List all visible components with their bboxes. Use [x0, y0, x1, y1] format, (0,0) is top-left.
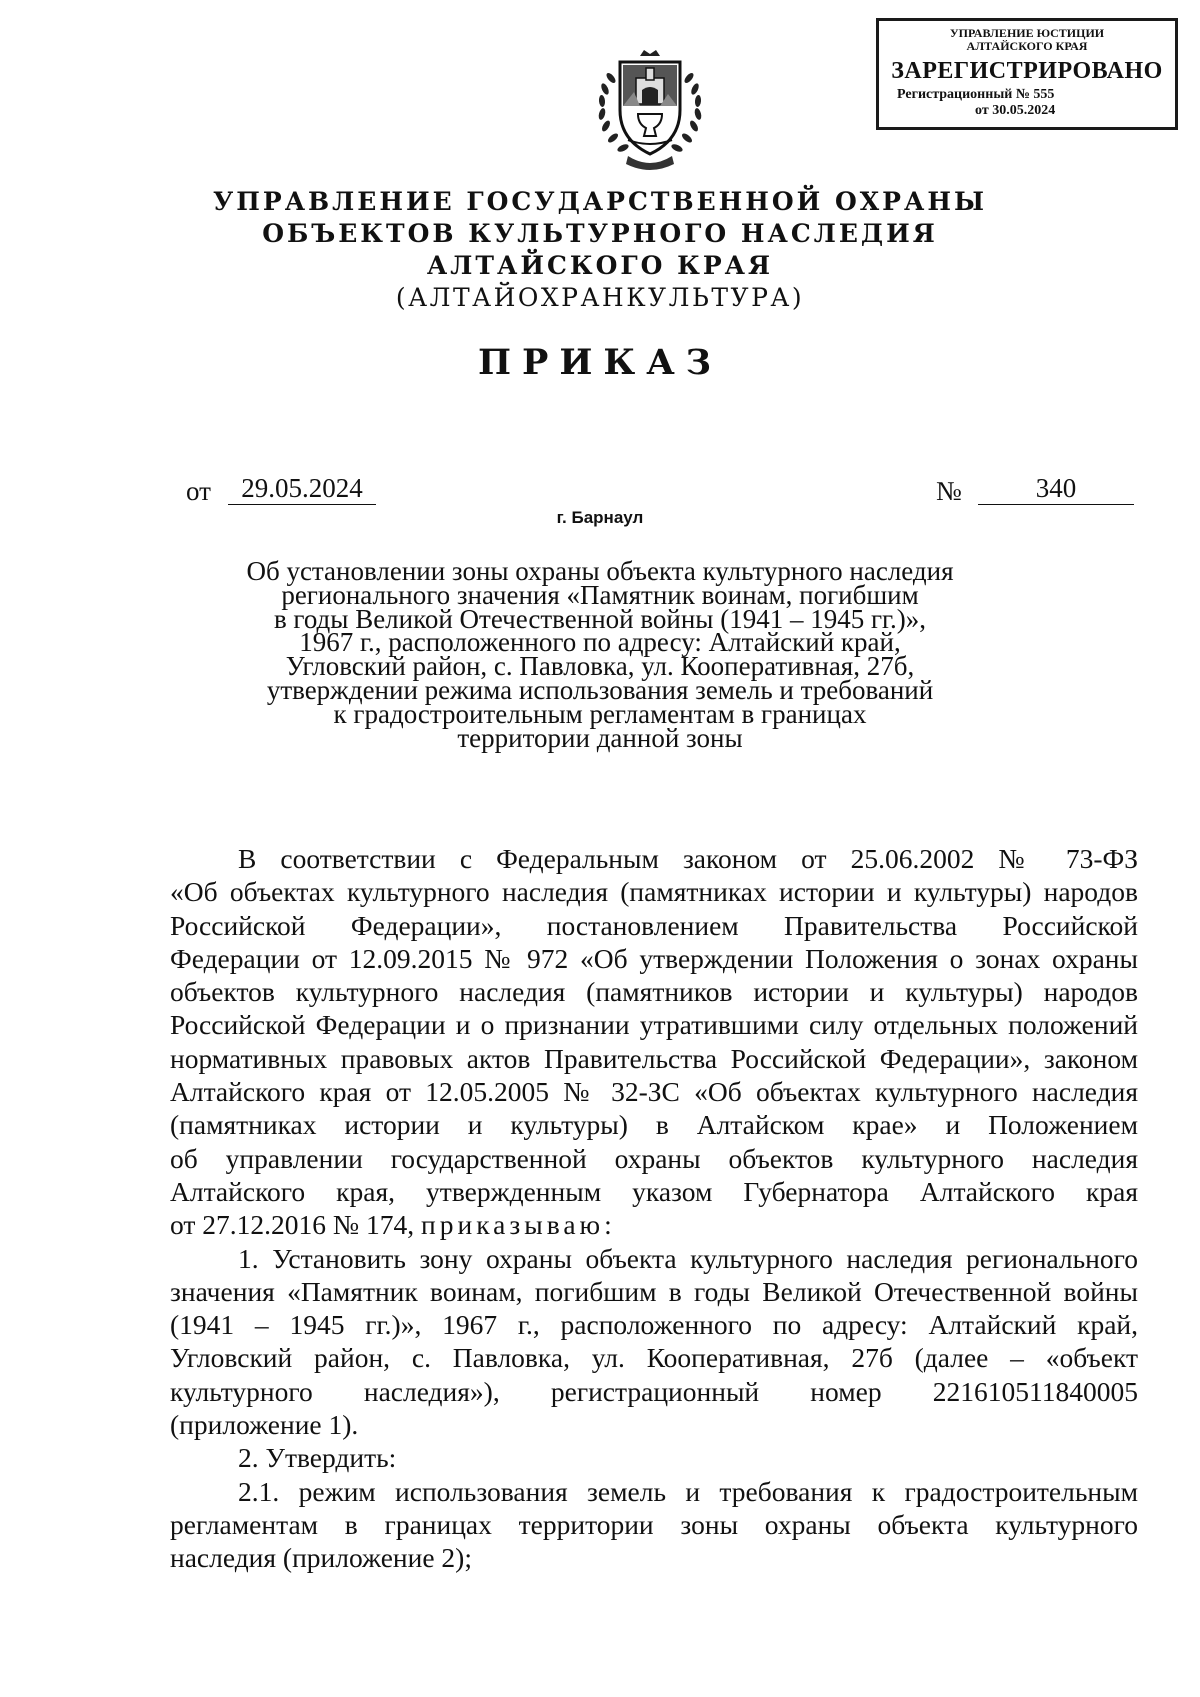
item-1-line: 1. Установить зону охраны объекта культурного наследия регионального [238, 1242, 1138, 1274]
item-2-1-line: регламентам в границах территории зоны охраны объекта культурного [170, 1508, 1138, 1540]
stamp-org-line1: УПРАВЛЕНИЕ ЮСТИЦИИ [949, 26, 1105, 40]
order-number: 340 [978, 472, 1134, 505]
item-1-line: культурного наследия»), регистрационный номер 221610511840005 [170, 1375, 1138, 1407]
preamble-line: Алтайского края, утвержденным указом Губернатора Алтайского края [170, 1175, 1138, 1207]
subject-line: утверждении режима использования земель и требований [266, 674, 934, 705]
subject-line: в годы Великой Отечественной войны (1941 – 1945 гг.)», [273, 603, 927, 634]
registration-stamp [876, 18, 1178, 130]
stamp-status: ЗАРЕГИСТРИРОВАНО [891, 58, 1163, 84]
preamble-line: «Об объектах культурного наследия (памятниках истории и культуры) народов [170, 876, 1138, 908]
subject-line: 1967 г., расположенного по адресу: Алтайский край, [299, 627, 901, 658]
item-1-line: (приложение 1). [170, 1409, 359, 1441]
preamble-paragraph [170, 842, 1138, 1242]
preamble-line: объектов культурного наследия (памятников истории и культуры) народов [170, 976, 1138, 1008]
item-2-1-line: 2.1. режим использования земель и требования к градостроительным [238, 1475, 1138, 1507]
item-2-1-line: наследия (приложение 2); [170, 1542, 472, 1574]
item-2-paragraph [170, 1441, 1138, 1474]
order-subject [200, 556, 1000, 753]
coat-of-arms-icon [588, 48, 712, 178]
order-body [170, 842, 1138, 1575]
number-prefix: № [936, 476, 962, 506]
preamble-line: Российской Федерации и о признании утратившими силу отдельных положений [170, 1009, 1138, 1041]
subject-line: территории данной зоны [457, 722, 743, 753]
stamp-org-line2: АЛТАЙСКОГО КРАЯ [966, 39, 1088, 53]
stamp-registration-date: от 30.05.2024 [975, 103, 1056, 118]
preamble-line: (памятниках истории и культуры) в Алтайском крае» и Положением [170, 1109, 1138, 1141]
order-verb: приказываю: [421, 1209, 616, 1241]
document-title: ПРИКАЗ [477, 342, 723, 383]
stamp-registration-number: Регистрационный № 555 [897, 87, 1055, 102]
order-city: г. Барнаул [556, 508, 644, 527]
subject-line: Угловский район, с. Павловка, ул. Кооперативная, 27б, [285, 651, 915, 682]
authority-name-line1: УПРАВЛЕНИЕ ГОСУДАРСТВЕННОЙ ОХРАНЫ [213, 187, 987, 216]
preamble-line: Алтайского края от 12.05.2005 № 32-ЗС «Об объектах культурного наследия [170, 1076, 1138, 1108]
item-1-paragraph [170, 1242, 1138, 1442]
preamble-line: Федерации от 12.09.2015 № 972 «Об утверждении Положения о зонах охраны [170, 942, 1138, 974]
order-date: 29.05.2024 [228, 472, 376, 505]
preamble-last-line [170, 1208, 1138, 1241]
item-1-line: (1941 – 1945 гг.)», 1967 г., расположенного по адресу: Алтайский край, [170, 1309, 1138, 1341]
stamp-organization [879, 27, 1175, 53]
item-2-1-paragraph [170, 1475, 1138, 1575]
authority-abbreviation-row [0, 282, 1200, 313]
preamble-line: В соответствии с Федеральным законом от 25.06.2002 № 73-ФЗ [238, 843, 1138, 874]
preamble-line: Российской Федерации», постановлением Правительства Российской [170, 909, 1138, 941]
authority-abbreviation: (АЛТАЙОХРАНКУЛЬТУРА) [395, 283, 805, 312]
subject-line: Об установлении зоны охраны объекта культурного наследия [246, 556, 954, 586]
preamble-line: нормативных правовых актов Правительства Российской Федерации», законом [170, 1042, 1138, 1074]
subject-line: к градостроительным регламентам в границах [333, 698, 867, 729]
item-1-line: значения «Памятник воинам, погибшим в годы Великой Отечественной войны [170, 1275, 1138, 1307]
authority-name-line3: АЛТАЙСКОГО КРАЯ [426, 251, 774, 280]
item-2-line: 2. Утвердить: [238, 1442, 397, 1474]
authority-name-line2: ОБЪЕКТОВ КУЛЬТУРНОГО НАСЛЕДИЯ [262, 219, 938, 248]
preamble-last-text: от 27.12.2016 № 174, [170, 1209, 415, 1241]
subject-line: регионального значения «Памятник воинам, погибшим [281, 579, 919, 610]
item-1-line: Угловский район, с. Павловка, ул. Кооперативная, 27б (далее – «объект [170, 1342, 1138, 1374]
date-prefix: от [186, 476, 211, 506]
preamble-line: об управлении государственной охраны объектов культурного наследия [170, 1142, 1138, 1174]
